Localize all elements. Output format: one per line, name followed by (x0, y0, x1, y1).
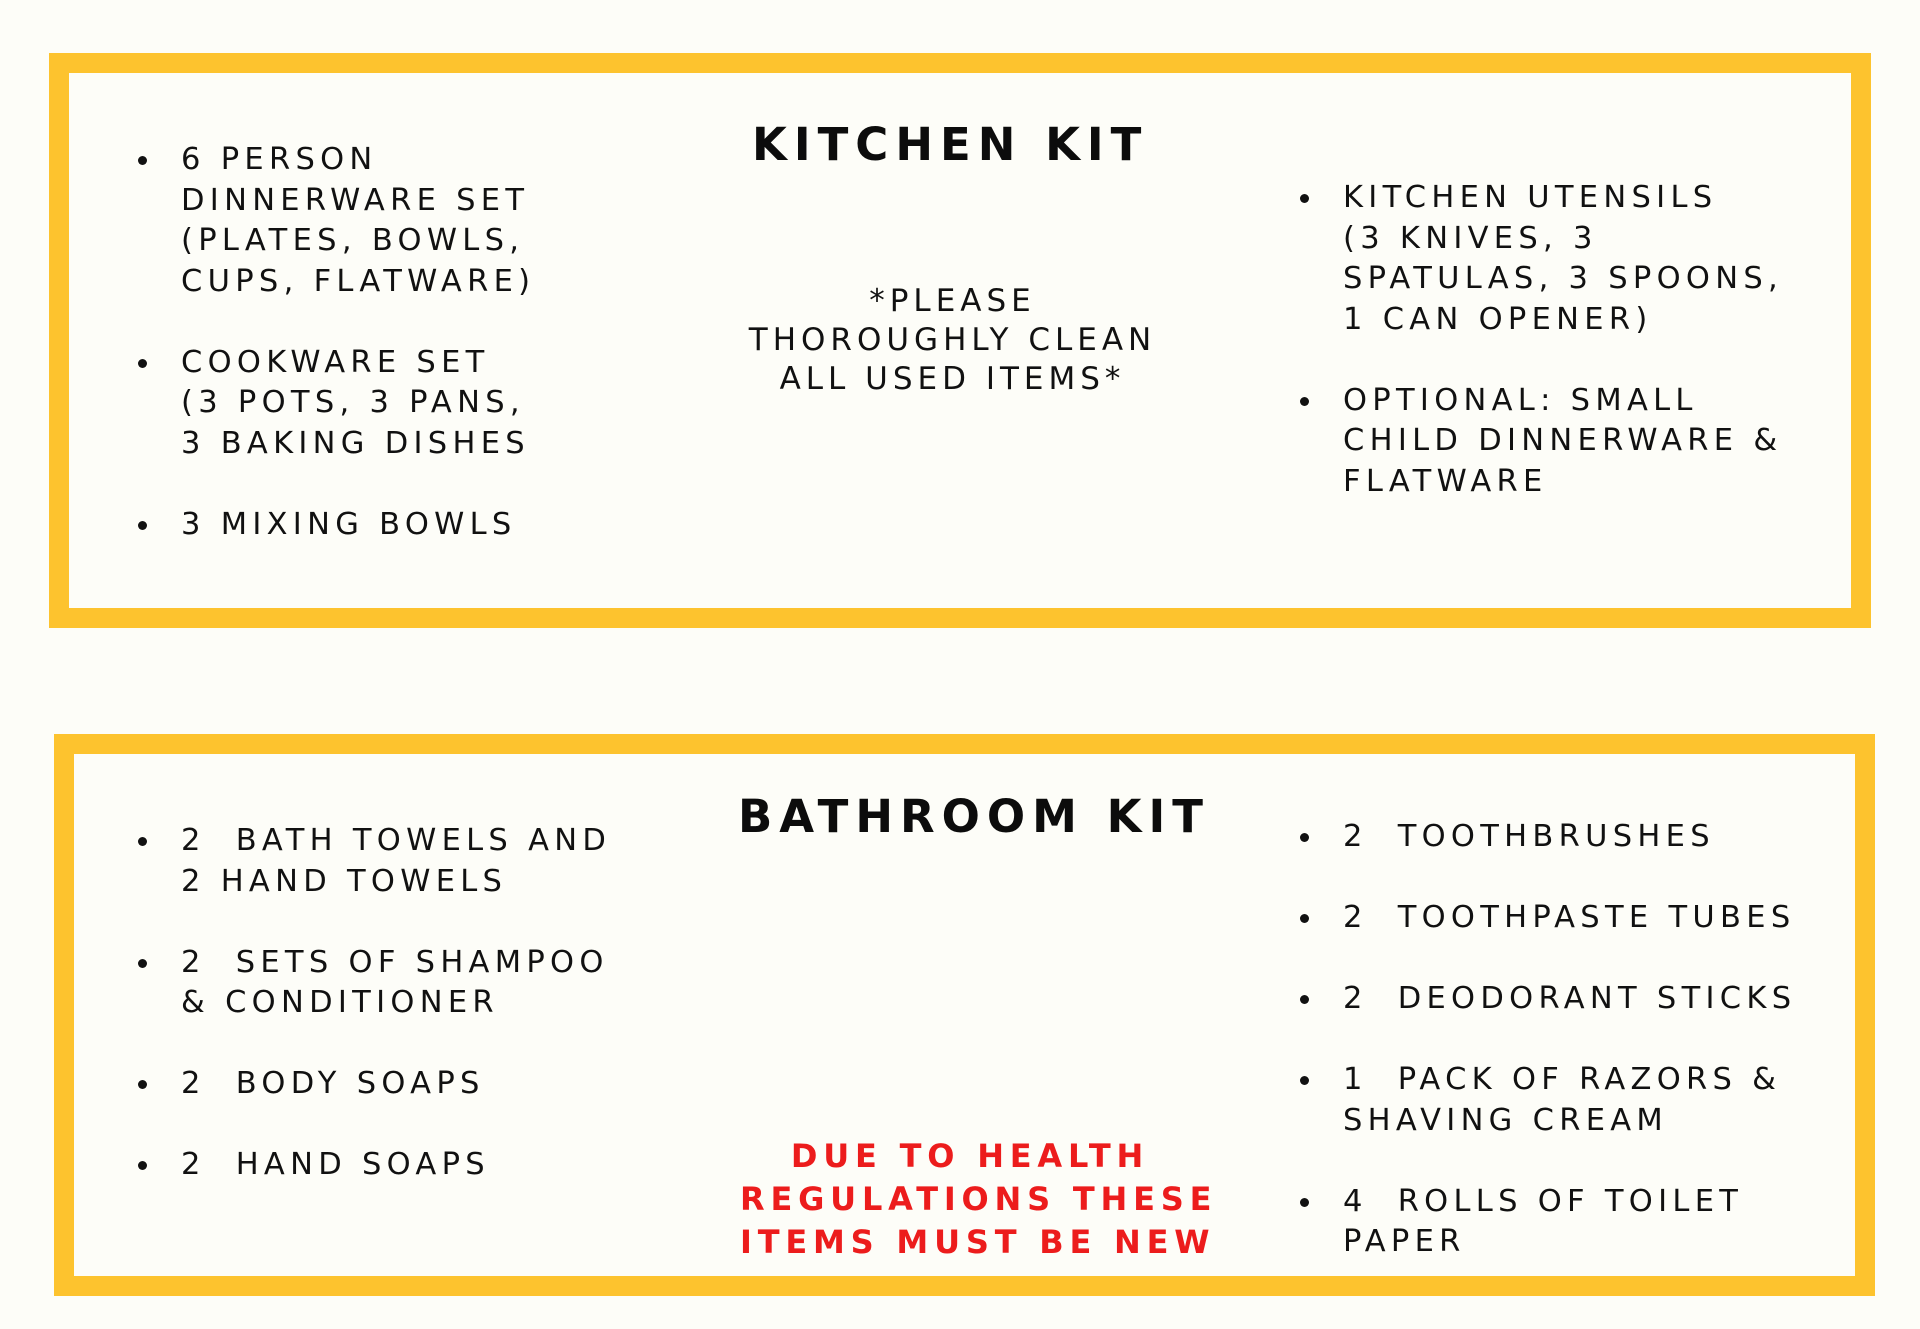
bathroom-left-list (132, 821, 611, 1186)
bullet-icon (1300, 995, 1309, 1004)
list-item-line: 2 HAND TOWELS (181, 863, 508, 899)
list-item (132, 821, 611, 902)
bullet-icon (1300, 1198, 1309, 1207)
list-item-line: 3 MIXING BOWLS (181, 506, 517, 542)
list-item (1294, 1182, 1796, 1263)
bullet-icon (138, 1080, 147, 1089)
list-item-line: 2 SETS OF SHAMPOO (181, 944, 609, 980)
list-item (1294, 381, 1783, 503)
list-item-line: 3 BAKING DISHES (181, 425, 530, 461)
bullet-icon (1300, 1076, 1309, 1085)
kitchen-left-list (132, 140, 535, 545)
list-item (132, 1145, 611, 1186)
list-item-line: PAPER (1343, 1224, 1466, 1259)
list-item (1294, 817, 1796, 858)
list-item (132, 505, 535, 546)
list-item-line: 6 PERSON (181, 142, 378, 177)
bullet-icon (138, 359, 147, 368)
list-item-line: COOKWARE SET (181, 344, 490, 380)
bathroom-right-list (1294, 817, 1796, 1263)
kitchen-note-line: THOROUGHLY CLEAN (748, 322, 1157, 358)
bathroom-kit-title: BATHROOM KIT (738, 790, 1210, 843)
bullet-icon (1300, 914, 1309, 923)
bullet-icon (138, 1161, 147, 1170)
list-item-line: 1 CAN OPENER) (1343, 301, 1653, 337)
list-item-line: DINNERWARE SET (181, 182, 530, 218)
list-item-line: 2 BATH TOWELS AND (181, 823, 612, 858)
bullet-icon (138, 156, 147, 165)
bullet-icon (138, 837, 147, 846)
bullet-icon (1300, 833, 1309, 842)
list-item-line: 2 BODY SOAPS (181, 1066, 485, 1101)
list-item-line: 2 HAND SOAPS (181, 1147, 490, 1182)
list-item (1294, 979, 1796, 1020)
bullet-icon (1300, 397, 1309, 406)
bullet-icon (138, 521, 147, 530)
kitchen-kit-title: KITCHEN KIT (752, 118, 1149, 171)
list-item-line: (3 KNIVES, 3 (1343, 220, 1598, 256)
list-item-line: 2 TOOTHBRUSHES (1343, 819, 1715, 854)
list-item-line: SPATULAS, 3 SPOONS, (1343, 261, 1783, 296)
warning-line: REGULATIONS THESE (740, 1180, 1218, 1218)
list-item-line: (3 POTS, 3 PANS, (181, 385, 525, 420)
list-item-line: 1 PACK OF RAZORS & (1343, 1062, 1782, 1097)
warning-line: ITEMS MUST BE NEW (740, 1223, 1216, 1261)
list-item-line: CUPS, FLATWARE) (181, 263, 536, 299)
list-item (132, 943, 611, 1024)
kitchen-note-line: ALL USED ITEMS* (779, 361, 1126, 397)
list-item-line: 2 TOOTHPASTE TUBES (1343, 900, 1796, 935)
list-item-line: FLATWARE (1343, 463, 1548, 499)
list-item-line: 2 DEODORANT STICKS (1343, 981, 1797, 1016)
list-item (132, 1064, 611, 1105)
kitchen-cleaning-note (745, 282, 1160, 399)
kitchen-note-line: *PLEASE (869, 283, 1036, 319)
list-item-line: OPTIONAL: SMALL (1343, 382, 1698, 418)
kitchen-right-list (1294, 178, 1783, 502)
bullet-icon (1300, 194, 1309, 203)
list-item (1294, 898, 1796, 939)
list-item (1294, 1060, 1796, 1141)
list-item-line: SHAVING CREAM (1343, 1102, 1669, 1138)
list-item-line: 4 ROLLS OF TOILET (1343, 1183, 1744, 1219)
list-item-line: CHILD DINNERWARE & (1343, 423, 1783, 458)
warning-line: DUE TO HEALTH (790, 1137, 1150, 1175)
bullet-icon (138, 959, 147, 968)
health-regulations-warning (740, 1135, 1218, 1264)
list-item (1294, 178, 1783, 340)
list-item-line: (PLATES, BOWLS, (181, 223, 525, 258)
list-item-line: KITCHEN UTENSILS (1343, 180, 1718, 215)
list-item-line: & CONDITIONER (181, 985, 499, 1020)
list-item (132, 343, 535, 465)
list-item (132, 140, 535, 302)
